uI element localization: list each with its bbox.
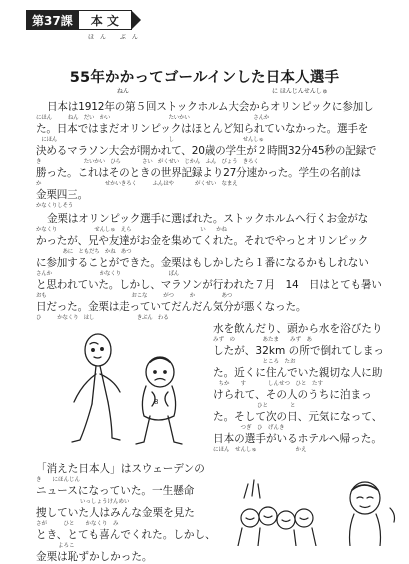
ruby-line: ところ たお: [213, 359, 296, 365]
text-line: 勝った。これはそのときの世界記録より27分速かった。学生の名前は: [36, 167, 361, 179]
paragraph-3: [213, 322, 389, 454]
text-line: 決めるマラソン大会が開かれて、20歳の学生が２時間32分45秒の記録で: [36, 145, 377, 157]
text-line: と思われていた。しかし、マラソンが行われた７月 14 日はとても暑い: [36, 279, 382, 291]
text-line: したが、32km の所で倒れてしまっ: [213, 345, 385, 357]
ruby-line: さんか かなくり ばん: [36, 271, 180, 277]
section-furigana: ほん ぶん: [88, 34, 144, 41]
text-line: 金栗は恥ずかしかった。: [36, 551, 153, 563]
ruby-line: き たいかい ひら さい がくせい じかん ふん びょう きろく: [36, 159, 259, 165]
ruby-line: にほん し せんしゅ: [36, 137, 264, 143]
lesson-header: [26, 10, 132, 34]
title-ruby-nihonjin: に ほんじんせんしゅ: [272, 88, 328, 95]
paragraph-2: [36, 212, 386, 322]
ruby-line: き にほんじん: [36, 477, 81, 483]
page-title: 55年かかってゴールインした日本人選手: [69, 70, 340, 86]
text-line: 日本の選手がいるホテルへ帰った。: [213, 433, 382, 445]
text-line: に参加することができた。金栗はもしかしたら１番になるかもしれない: [36, 257, 369, 269]
ruby-line: かなくり せんしゅ えら い かね: [36, 227, 227, 233]
text-line: 金栗四三。: [36, 189, 88, 201]
text-line: た。そして次の日、元気になって、: [213, 411, 383, 423]
ruby-line: おも おこな がつ か あつ: [36, 293, 233, 299]
text-line: 金栗はオリンピック選手に選ばれた。ストックホルムへ行くお金がな: [47, 213, 369, 225]
ruby-line: にほん せんしゅ かえ: [213, 447, 307, 453]
ruby-line: ちか す しんせつ ひと たす: [213, 381, 324, 387]
paragraph-4: [36, 462, 226, 564]
text-line: た。日本ではまだオリンピックはほとんど知られていなかった。選手を: [36, 123, 369, 135]
paragraph-1: [36, 100, 386, 210]
ruby-line: つぎ ひ げんき: [213, 425, 285, 431]
ruby-line: みず の あたま みず あ: [213, 337, 313, 343]
text-line: た。近くに住んでいた親切な人に助: [213, 367, 383, 379]
text-line: とき、とても喜んでくれた。しかし、: [36, 529, 216, 541]
crowd-illustration: [230, 468, 400, 546]
text-line: 日本は1912年の第５回ストックホルム大会からオリンピックに参加し: [47, 101, 374, 113]
text-line: けられて、その人のうちに泊まっ: [213, 389, 372, 401]
text-line: ニュースになっていた。一生懸命: [36, 485, 195, 497]
ruby-line: ひと と: [213, 403, 296, 409]
text-line: 日だった。金栗は走っていてだんだん気分が悪くなった。: [36, 301, 307, 313]
text-line: 「消えた日本人」はスウェーデンの: [36, 463, 205, 475]
svg-text:8: 8: [154, 398, 159, 406]
ruby-line: いっしょうけんめい: [36, 499, 130, 505]
ruby-line: か せかいきろく ふんはや がくせい なまえ: [36, 181, 238, 187]
ruby-line: さが ひと かなくり み: [36, 521, 119, 527]
ruby-line: あに ともだち かね あつ: [36, 249, 132, 255]
text-line: 捜していた人はみんな金栗を見た: [36, 507, 195, 519]
runner-illustration: [60, 322, 210, 457]
section-label: 本 文: [78, 10, 132, 30]
text-line: 水を飲んだり、頭から水を浴びたり: [213, 323, 383, 335]
title-ruby-nen: ねん: [117, 88, 130, 95]
lesson-number: 第37課: [26, 10, 79, 30]
ruby-line: よろこ: [36, 543, 75, 549]
text-line: かったが、兄や友達がお金を集めてくれた。それでやっとオリンピック: [36, 235, 369, 247]
ruby-line: ひ かなくり はし きぶん わる: [36, 315, 169, 321]
ruby-line: かなくりしそう: [36, 203, 74, 209]
ruby-line: にほん ねん だい かい たいかい さんか: [36, 115, 270, 121]
